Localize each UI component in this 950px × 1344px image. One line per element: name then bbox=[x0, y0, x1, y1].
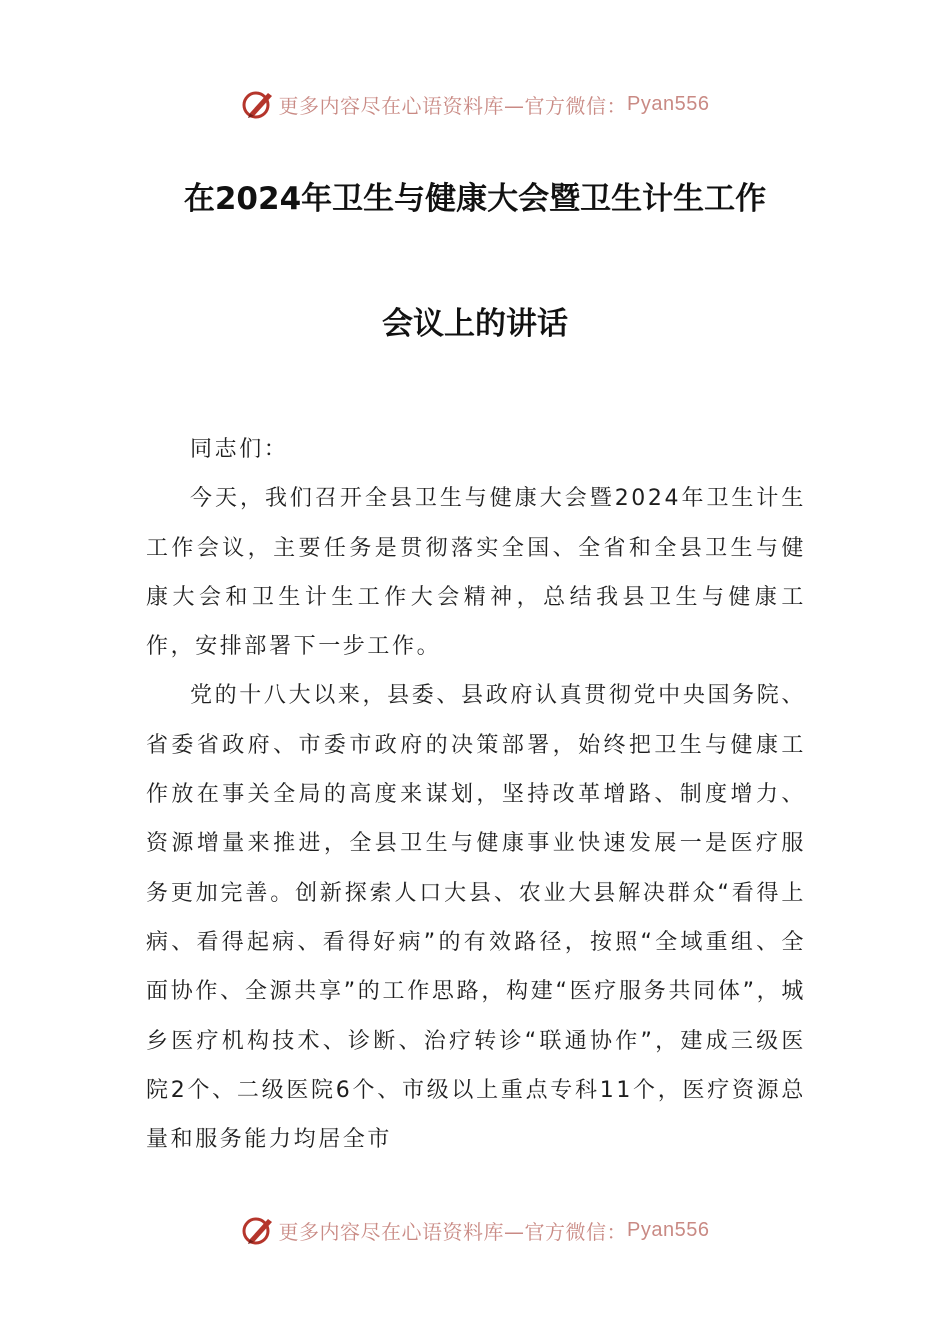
footer-watermark bbox=[0, 1210, 950, 1250]
watermark-wechat-id: Pyan556 bbox=[627, 92, 710, 115]
watermark-text: 更多内容尽在心语资料库—官方微信： bbox=[278, 1219, 628, 1244]
salutation-paragraph: 同志们： bbox=[190, 437, 289, 462]
pen-logo-icon bbox=[241, 1213, 275, 1247]
document-body bbox=[146, 425, 806, 1164]
body-paragraph-intro: 今天，我们召开全县卫生与健康大会暨2024年卫生计生工作会议，主要任务是贯彻落实全国、全省和全县卫生与健康大会和卫生计生工作大会精神，总结我县卫生与健康工作，安排部署下一步工作。 bbox=[146, 486, 806, 660]
pen-logo-icon bbox=[241, 87, 275, 121]
header-watermark bbox=[0, 84, 950, 124]
document-title-line-2: 会议上的讲话 bbox=[382, 306, 568, 342]
document-title-line-1: 在2024年卫生与健康大会暨卫生计生工作 bbox=[183, 181, 767, 217]
watermark-wechat-id: Pyan556 bbox=[627, 1218, 710, 1241]
watermark-text: 更多内容尽在心语资料库—官方微信： bbox=[278, 93, 628, 118]
body-paragraph-achievements: 党的十八大以来，县委、县政府认真贯彻党中央国务院、省委省政府、市委市政府的决策部署，始终把卫生与健康工作放在事关全局的高度来谋划，坚持改革增路、制度增力、资源增量来推进，全县卫生与健康事业快速发展一是医疗服务更加完善。创新探索人口大县、农业大县解决群众“看得上病、看得起病、看得好病”的有效路径，按照“全域重组、全面协作、全源共享”的工作思路，构建“医疗服务共同体”，城乡医疗机构技术、诊断、治疗转诊“联通协作”，建成三级医院2个、二级医院6个、市级以上重点专科11个，医疗资源总量和服务能力均居全市 bbox=[146, 683, 806, 1153]
